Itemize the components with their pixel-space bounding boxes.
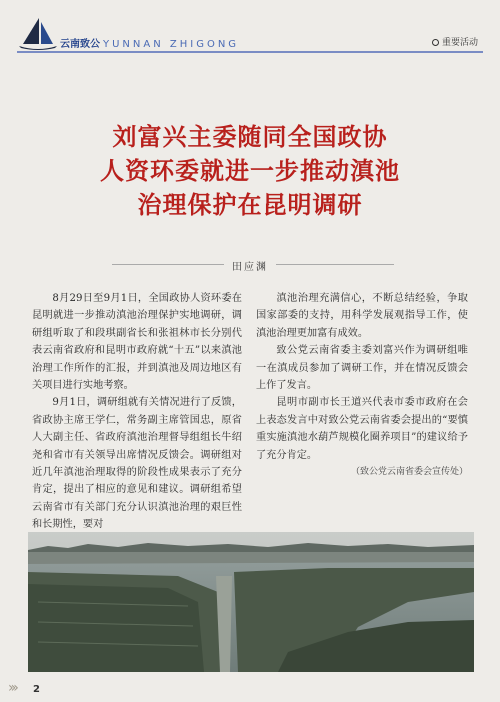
circle-bullet-icon [432,39,439,46]
body-paragraph: 致公党云南省委主委刘富兴作为调研组唯一在滇成员参加了调研工作，并在情况反馈会上作了发言。 [256,345,468,392]
lake-aerial-photo [28,532,474,672]
body-paragraph: 滇池治理充满信心，不断总结经验，争取国家部委的支持，用科学发展观指导工作，使滇池治理更加富有成效。 [256,293,468,339]
body-paragraph: 9月1日，调研组就有关情况进行了反馈，省政协主席王学仁，常务副主席管国忠，原省人大副主任、省政府滇池治理督导组组长牛绍尧和省市有关领导出席情况反馈会。调研组对近几年滇池治理取得的阶段性成果表示了充分肯定，提出了相应的意见和建议。调研组希望云南省市有关部门充分认识滇池治理的艰巨性和长期性，要对 [32,397,242,531]
body-paragraph: 8月29日至9月1日，全国政协人资环委在昆明就进一步推动滇池治理保护实地调研，调研组听取了和段琪副省长和张祖林市长分别代表云南省政府和昆明市政府就“十五”以来滇池治理工作所作的汇报，并到滇池及周边地区有关项目进行实地考察。 [32,293,242,392]
left-column [32,290,242,534]
brand-chinese: 云南致公 [60,39,100,50]
chevron-right-icon: ››› [8,680,16,696]
byline [0,258,500,273]
page-number: 2 [33,684,40,695]
title-line-2: 人资环委就进一步推动滇池 [100,156,400,185]
title-line-3: 治理保护在昆明调研 [137,190,363,219]
magazine-logo [17,14,59,52]
body-paragraph: 昆明市副市长王道兴代表市委市政府在会上表态发言中对致公党云南省委会提出的“要慎重实施滇池水葫芦规模化圈养项目”的建议给予了充分肯定。 [256,397,468,461]
title-line-1: 刘富兴主委随同全国政协 [112,122,388,151]
magazine-brand [60,35,239,50]
brand-english: YUNNAN ZHIGONG [103,39,240,50]
section-label: 重要活动 [441,38,478,48]
article-title [40,120,460,240]
article-source: （致公党云南省委会宣传处） [350,467,468,478]
header-rule [17,51,483,53]
right-column [256,290,468,481]
section-tag [432,35,478,48]
author-name: 田应渊 [224,262,276,273]
